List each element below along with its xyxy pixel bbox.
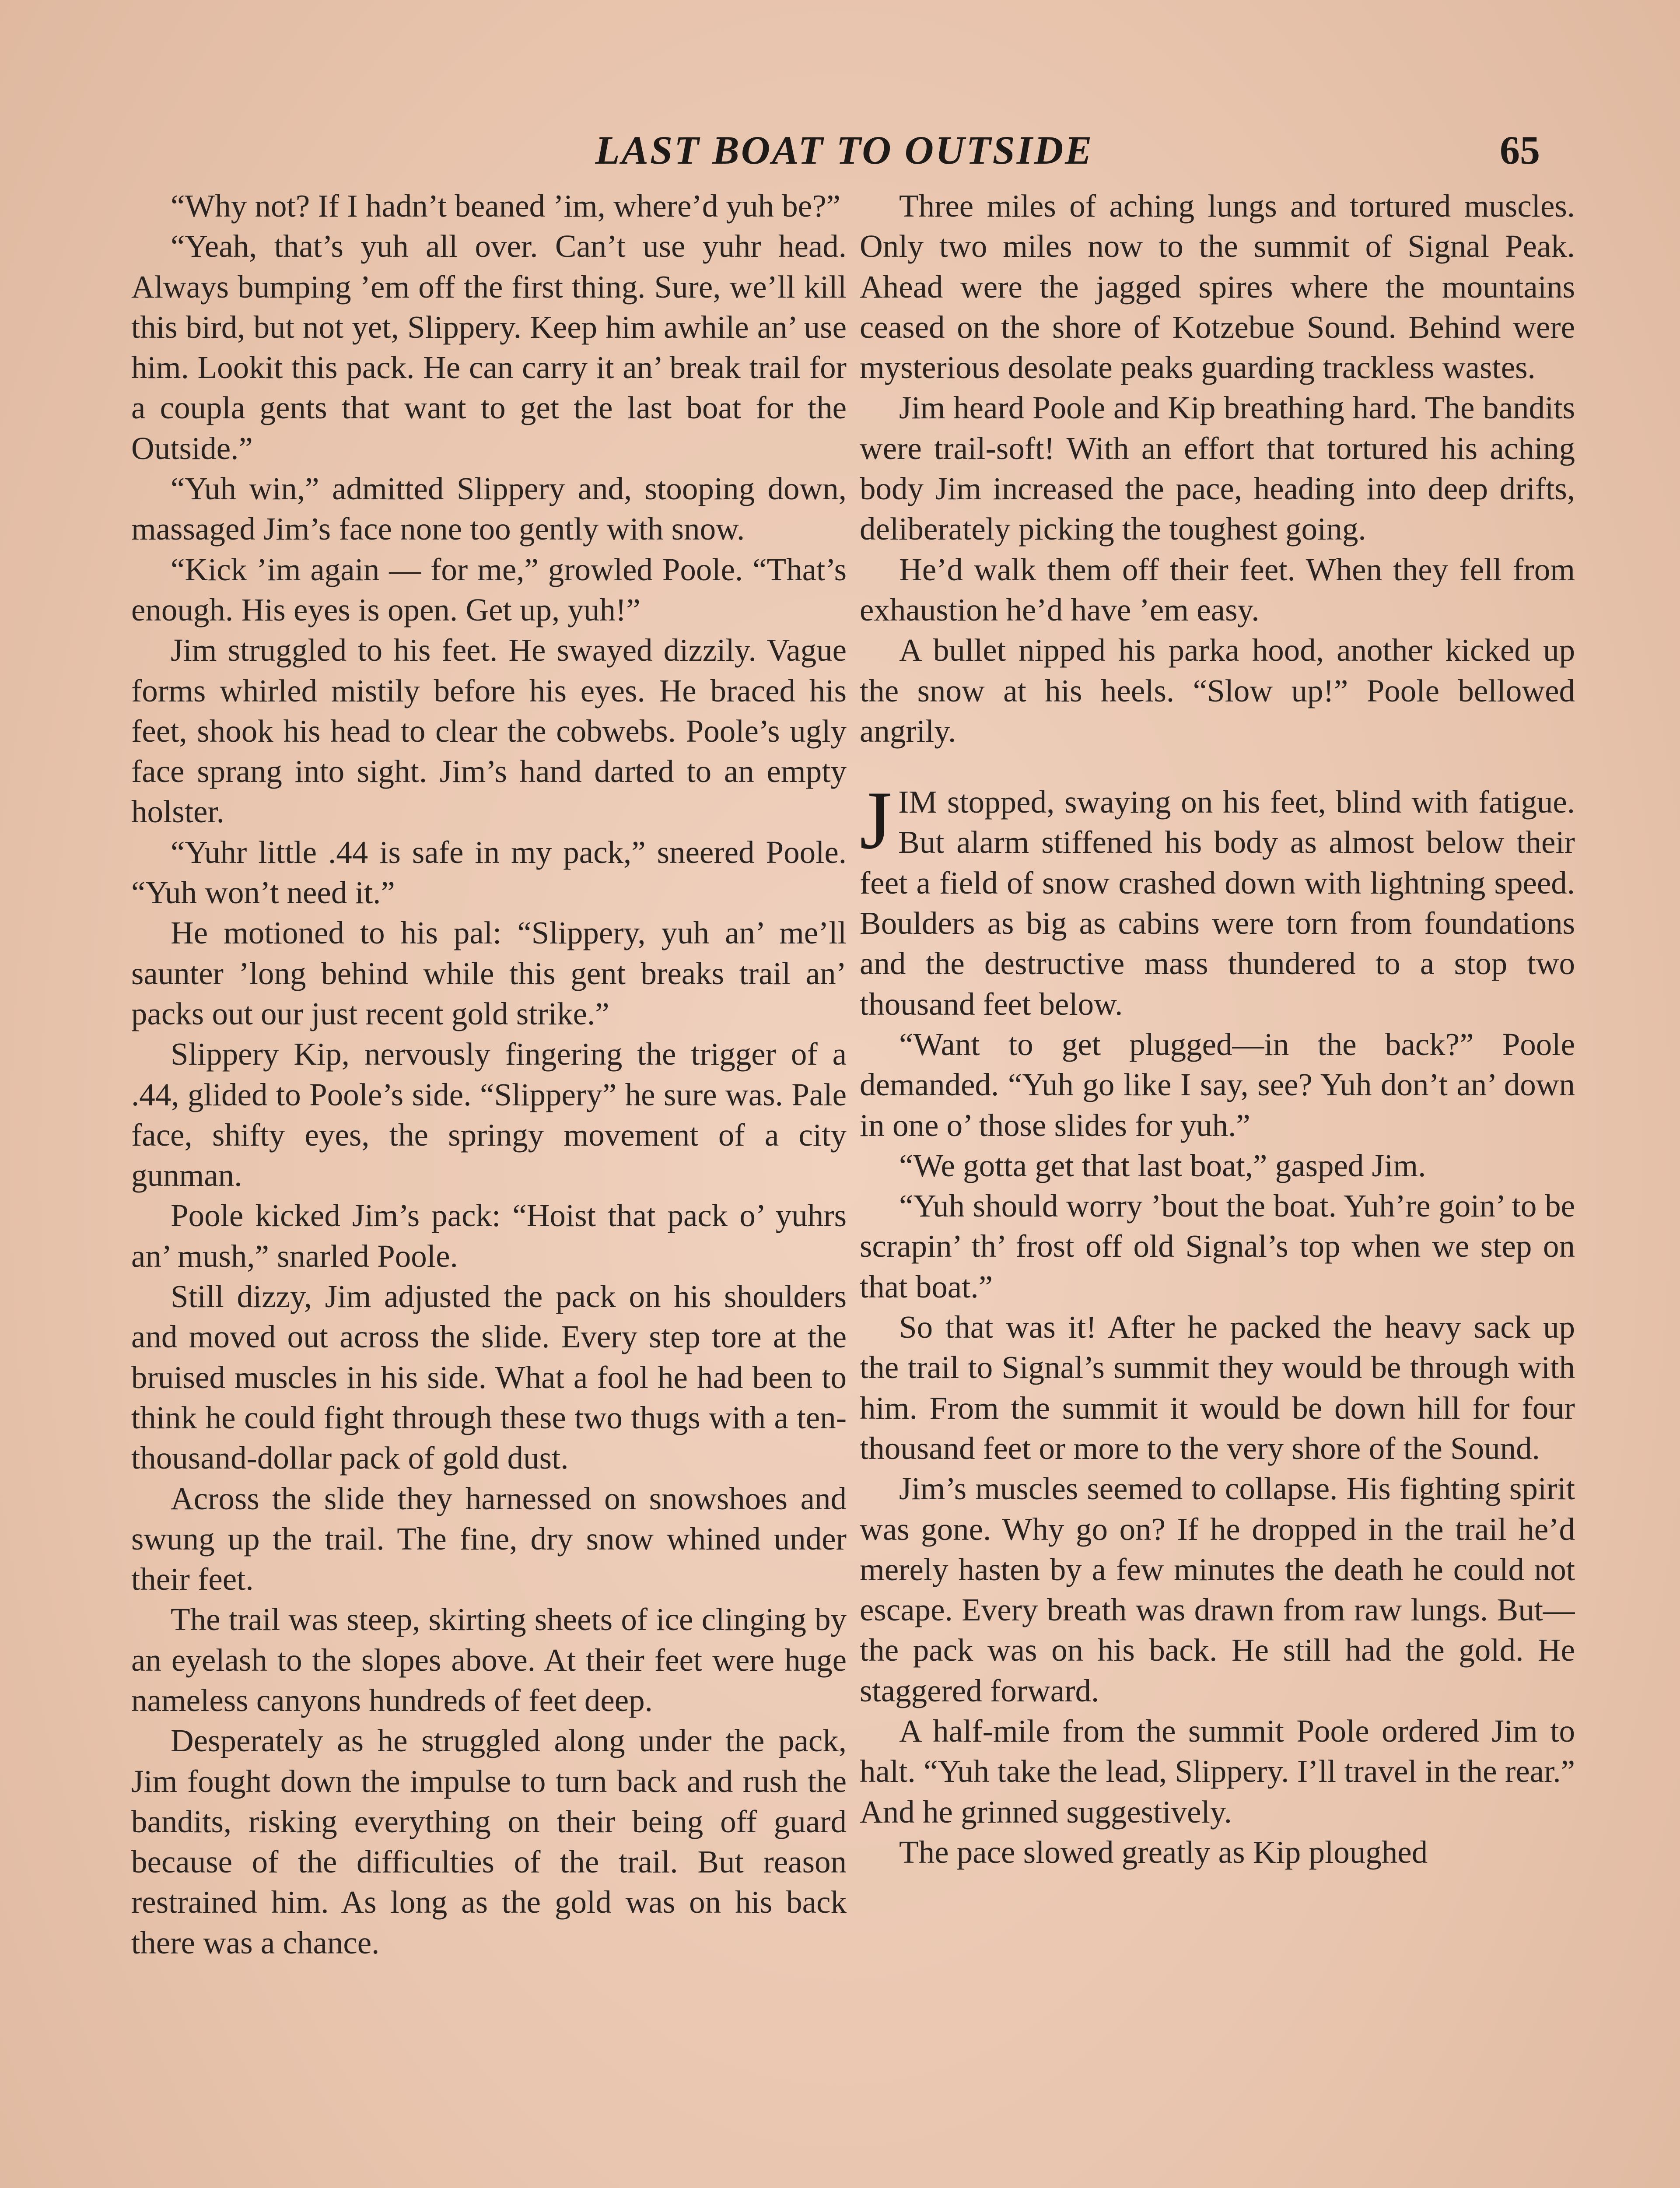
paragraph: Jim’s muscles seemed to collapse. His fighting spirit was gone. Why go on? If he dropped in the trail he’d merely hasten by a few minutes the death he could not escape. Every breath was drawn from raw lungs. But—the pack was on his back. He still had the gold. He staggered forward. — [860, 1471, 1575, 1708]
paragraph: Jim struggled to his feet. He swayed dizzily. Vague forms whirled mistily before his eyes. He braced his feet, shook his head to clear the cobwebs. Poole’s ugly face sprang into sight. Jim’s hand darted to an empty holster. — [131, 632, 847, 830]
page-number: 65 — [1500, 128, 1540, 172]
paragraph: “Kick ’im again — for me,” growled Poole. “That’s enough. His eyes is open. Get up, yuh!” — [131, 551, 847, 628]
right-column — [860, 186, 1575, 2188]
paragraph: “Yuh win,” admitted Slippery and, stooping down, massaged Jim’s face none too gently with snow. — [131, 471, 847, 547]
section-opening-text: IM stopped, swaying on his feet, blind with fatigue. But alarm stiffened his body as almost below their feet a field of snow crashed down with lightning speed. Boulders as big as cabins were torn from foundations and the destructive mass thundered to a stop two thousand feet below. — [860, 784, 1575, 1022]
paragraph: “Yuhr little .44 is safe in my pack,” sneered Poole. “Yuh won’t need it.” — [131, 834, 847, 911]
paragraph: “Yuh should worry ’bout the boat. Yuh’re goin’ to be scrapin’ th’ frost off old Signal’s top when we step on that boat.” — [860, 1188, 1575, 1304]
paragraph: Still dizzy, Jim adjusted the pack on his shoulders and moved out across the slide. Every step tore at the bruised muscles in his side. What a fool he had been to think he could fight through these two thugs with a ten-thousand-dollar pack of gold dust. — [131, 1279, 847, 1476]
paragraph: Across the slide they harnessed on snowshoes and swung up the trail. The fine, dry snow whined under their feet. — [131, 1480, 847, 1597]
drop-cap: J — [860, 775, 892, 867]
paragraph: “Yeah, that’s yuh all over. Can’t use yuhr head. Always bumping ’em off the first thing. Sure, we’ll kill this bird, but not yet, Slippery. Keep him awhile an’ use him. Lookit this pack. He can carry it an’ break trail for a coupla gents that want to get the last boat for the Outside.” — [131, 228, 847, 466]
paragraph: “Want to get plugged—in the back?” Poole demanded. “Yuh go like I say, see? Yuh don’t an’ down in one o’ those slides for yuh.” — [860, 1026, 1575, 1143]
paragraph: The pace slowed greatly as Kip ploughed — [899, 1834, 1428, 1870]
page-header — [0, 127, 1680, 184]
paragraph: Three miles of aching lungs and tortured muscles. Only two miles now to the summit of Signal Peak. Ahead were the jagged spires where the mountains ceased on the shore of Kotzebue Sound. Behind were mysterious desolate peaks guarding trackless wastes. — [860, 188, 1575, 386]
section-opening-paragraph — [860, 775, 1575, 1024]
left-column — [131, 186, 847, 2188]
paragraph: “We gotta get that last boat,” gasped Jim. — [899, 1147, 1426, 1183]
paragraph: He motioned to his pal: “Slippery, yuh an’ me’ll saunter ’long behind while this gent breaks trail an’ packs out our just recent gold strike.” — [131, 915, 847, 1031]
paragraph: Jim heard Poole and Kip breathing hard. The bandits were trail-soft! With an effort that tortured his aching body Jim increased the pace, heading into deep drifts, deliberately picking the toughest going. — [860, 390, 1575, 547]
paragraph: “Why not? If I hadn’t beaned ’im, where’d yuh be?” — [171, 188, 841, 224]
paragraph: The trail was steep, skirting sheets of ice clinging by an eyelash to the slopes above. At their feet were huge nameless canyons hundreds of feet deep. — [131, 1602, 847, 1718]
paragraph: Slippery Kip, nervously fingering the trigger of a .44, glided to Poole’s side. “Slippery” he sure was. Pale face, shifty eyes, the springy movement of a city gunman. — [131, 1036, 847, 1193]
paragraph: So that was it! After he packed the heavy sack up the trail to Signal’s summit they would be through with him. From the summit it would be down hill for four thousand feet or more to the very shore of the Sound. — [860, 1309, 1575, 1466]
paragraph: A half-mile from the summit Poole ordered Jim to halt. “Yuh take the lead, Slippery. I’ll travel in the rear.” And he grinned suggestively. — [860, 1713, 1575, 1830]
paragraph: A bullet nipped his parka hood, another kicked up the snow at his heels. “Slow up!” Poole bellowed angrily. — [860, 632, 1575, 749]
paragraph: Poole kicked Jim’s pack: “Hoist that pack o’ yuhrs an’ mush,” snarled Poole. — [131, 1198, 847, 1274]
paragraph: He’d walk them off their feet. When they fell from exhaustion he’d have ’em easy. — [860, 551, 1575, 628]
running-title: LAST BOAT TO OUTSIDE — [595, 128, 1094, 172]
paragraph: Desperately as he struggled along under the pack, Jim fought down the impulse to turn back and rush the bandits, risking everything on their being off guard because of the difficulties of the trail. But reason restrained him. As long as the gold was on his back there was a chance. — [131, 1723, 847, 1960]
